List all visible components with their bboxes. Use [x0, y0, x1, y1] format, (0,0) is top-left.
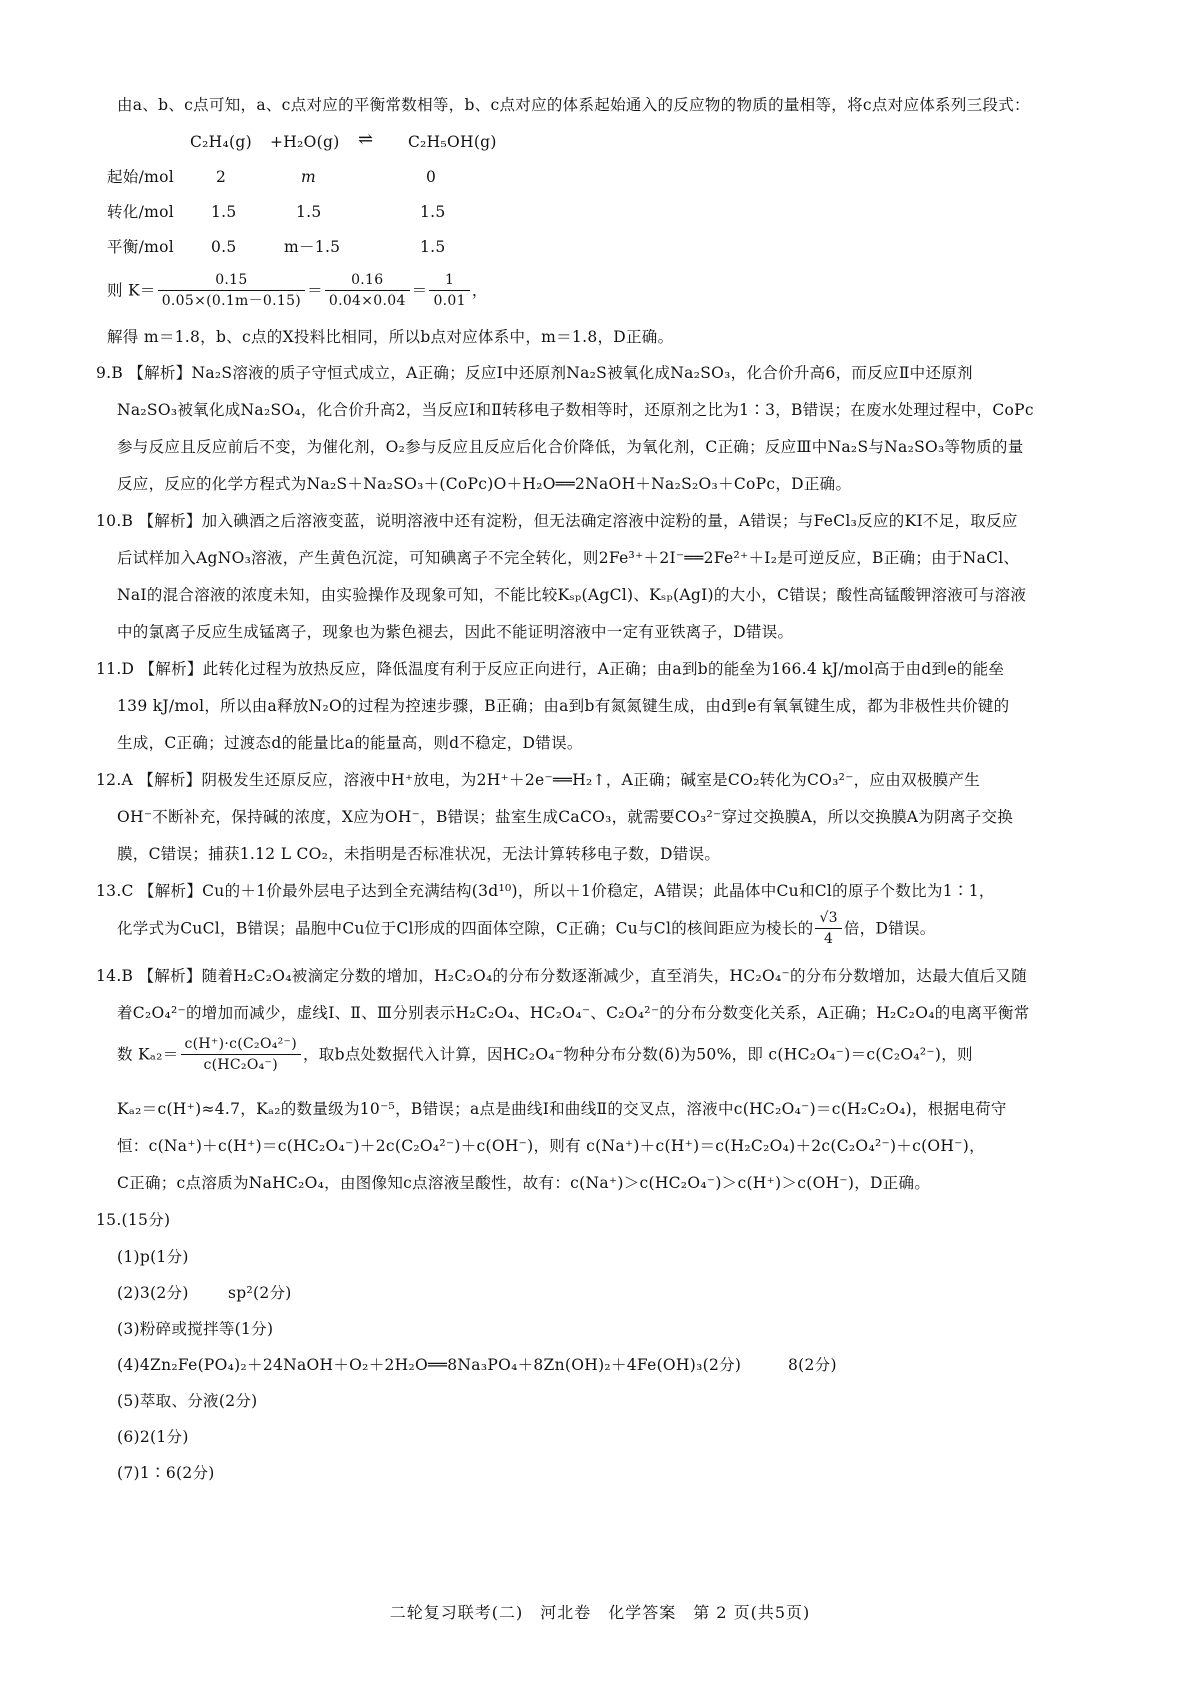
- q9-line-3: 参与反应且反应前后不变，为催化剂，O₂参与反应且反应后化合价降低，为氧化剂，C正确；反应Ⅲ中Na₂S与Na₂SO₃等物质的量: [117, 438, 1024, 456]
- q9-line-1: 9.B 【解析】Na₂S溶液的质子守恒式成立，A正确；反应Ⅰ中还原剂Na₂S被氧化成Na₂SO₃，化合价升高6，而反应Ⅱ中还原剂: [96, 364, 973, 382]
- k-f1-den: 0.05×(0.1m－0.15): [161, 293, 302, 309]
- q15-answer-1: (1)p(1分): [117, 1248, 189, 1266]
- q12-line-1: 12.A 【解析】阴极发生还原反应，溶液中H⁺放电，为2H⁺＋2e⁻══H₂↑，A正确；碱室是CO₂转化为CO₃²⁻，应由双极膜产生: [96, 771, 981, 789]
- k-f3-den: 0.01: [433, 293, 466, 309]
- q14-line-3: [117, 1034, 973, 1075]
- q15-answer-2b: sp²(2分): [228, 1284, 292, 1302]
- q12-line-3: 膜，C错误；捕获1.12 L CO₂，未指明是否标准状况，无法计算转移电子数，D错误。: [117, 845, 721, 863]
- eq-reactant-2: +H₂O(g): [270, 133, 340, 151]
- q14-line-5: 恒：c(Na⁺)＋c(H⁺)＝c(HC₂O₄⁻)＋2c(C₂O₄²⁻)＋c(OH⁻)，则有 c(Na⁺)＋c(H⁺)＝c(H₂C₂O₄)＋2c(C₂O₄²⁻)＋c(OH⁻)，: [117, 1137, 985, 1155]
- k-fraction-1: [158, 270, 305, 311]
- row-change-v3: 1.5: [420, 203, 446, 221]
- q14-ka2-fraction: [181, 1034, 302, 1075]
- q13-line-2-tail: 倍，D错误。: [843, 919, 936, 938]
- q14-line-4: Kₐ₂＝c(H⁺)≈4.7，Kₐ₂的数量级为10⁻⁵，B错误；a点是曲线Ⅰ和曲线Ⅱ的交叉点，溶液中c(HC₂O₄⁻)＝c(H₂C₂O₄)，根据电荷守: [117, 1100, 1007, 1118]
- k-f1-num: 0.15: [158, 270, 305, 291]
- row-change-v2: 1.5: [296, 203, 322, 221]
- q15-answer-3: (3)粉碎或搅拌等(1分): [117, 1320, 274, 1338]
- q13-frac-den: 4: [824, 931, 834, 947]
- q10-line-1: 10.B 【解析】加入碘酒之后溶液变蓝，说明溶液中还有淀粉，但无法确定溶液中淀粉的量，A错误；与FeCl₃反应的KI不足，取反应: [96, 512, 1018, 530]
- row-change-v1: 1.5: [211, 203, 237, 221]
- q9-line-2: Na₂SO₃被氧化成Na₂SO₄，化合价升高2，当反应Ⅰ和Ⅱ转移电子数相等时，还原剂之比为1∶3，B错误；在废水处理过程中，CoPc: [117, 401, 1034, 419]
- q13-line-1: 13.C 【解析】Cu的＋1价最外层电子达到全充满结构(3d¹⁰)，所以＋1价稳定，A错误；此晶体中Cu和Cl的原子个数比为1∶1，: [96, 882, 995, 900]
- k-suffix: ，: [471, 281, 488, 300]
- k-eq-1: ＝: [307, 281, 323, 300]
- q14-ka2-den: c(HC₂O₄⁻): [203, 1057, 278, 1073]
- eq-reactant-1: C₂H₄(g): [190, 133, 252, 151]
- row-eq-label: 平衡/mol: [107, 238, 175, 256]
- q14-line-3-tail: ，取b点处数据代入计算，因HC₂O₄⁻物种分布分数(δ)为50%，即 c(HC₂O₄⁻)＝c(C₂O₄²⁻)，则: [303, 1045, 973, 1064]
- q11-line-1: 11.D 【解析】此转化过程为放热反应，降低温度有利于反应正向进行，A正确；由a到b的能垒为166.4 kJ/mol高于由d到e的能垒: [96, 660, 1005, 678]
- q9-line-4: 反应，反应的化学方程式为Na₂S＋Na₂SO₃＋(CoPc)O＋H₂O══2NaOH＋Na₂S₂O₃＋CoPc，D正确。: [117, 475, 852, 493]
- k-fraction-2: [325, 270, 410, 311]
- q13-line-2: [117, 908, 936, 949]
- q10-line-4: 中的氯离子反应生成锰离子，现象也为紫色褪去，因此不能证明溶液中一定有亚铁离子，D错误。: [117, 623, 794, 641]
- eq-product: C₂H₅OH(g): [408, 133, 497, 151]
- k-f2-den: 0.04×0.04: [328, 293, 406, 309]
- row-start-v3: 0: [426, 168, 437, 186]
- intro-text: 由a、b、c点可知，a、c点对应的平衡常数相等，b、c点对应的体系起始通入的反应物的物质的量相等，将c点对应体系列三段式：: [117, 96, 1030, 114]
- k-eq-2: ＝: [411, 281, 428, 300]
- q10-line-3: NaI的混合溶液的浓度未知，由实验操作及现象可知，不能比较Kₛₚ(AgCl)、Kₛₚ(AgI)的大小，C错误；酸性高锰酸钾溶液可与溶液: [117, 586, 1027, 604]
- q14-ka2-label: 数 Kₐ₂＝: [117, 1045, 179, 1064]
- row-eq-v2: m－1.5: [284, 238, 341, 256]
- q15-answer-4b: 8(2分): [788, 1356, 837, 1374]
- q15-answer-6: (6)2(1分): [117, 1428, 189, 1446]
- q14-ka2-num: c(H⁺)·c(C₂O₄²⁻): [181, 1034, 302, 1055]
- q14-line-2: 着C₂O₄²⁻的增加而减少，虚线Ⅰ、Ⅱ、Ⅲ分别表示H₂C₂O₄、HC₂O₄⁻、C₂O₄²⁻的分布分数变化关系，A正确；H₂C₂O₄的电离平衡常: [117, 1004, 1030, 1022]
- q15-answer-7: (7)1∶6(2分): [117, 1464, 215, 1482]
- k-f2-num: 0.16: [325, 270, 410, 291]
- q15-answer-5: (5)萃取、分液(2分): [117, 1392, 258, 1410]
- q10-line-2: 后试样加入AgNO₃溶液，产生黄色沉淀，可知碘离子不完全转化，则2Fe³⁺＋2I⁻══2Fe²⁺＋I₂是可逆反应，B正确；由于NaCl、: [117, 549, 1020, 567]
- row-eq-v3: 1.5: [420, 238, 446, 256]
- row-eq-v1: 0.5: [211, 238, 237, 256]
- k-expression: [107, 270, 488, 311]
- q15-title: 15.(15分): [96, 1211, 171, 1229]
- q11-line-3: 生成，C正确；过渡态d的能量比a的能量高，则d不稳定，D错误。: [117, 734, 583, 752]
- q11-line-2: 139 kJ/mol，所以由a释放N₂O的过程为控速步骤，B正确；由a到b有氮氮键生成，由d到e有氧氧键生成，都为非极性共价键的: [117, 697, 1010, 715]
- k-fraction-3: [429, 270, 469, 311]
- q15-answer-4: (4)4Zn₂Fe(PO₄)₂＋24NaOH＋O₂＋2H₂O══8Na₃PO₄＋8Zn(OH)₂＋4Fe(OH)₃(2分): [117, 1356, 742, 1374]
- row-start-v2: m: [301, 168, 316, 186]
- row-change-label: 转化/mol: [107, 203, 175, 221]
- k-prefix: 则 K＝: [107, 281, 156, 300]
- page-footer: 二轮复习联考(二) 河北卷 化学答案 第 2 页(共5页): [389, 1603, 811, 1622]
- q15-answer-2: (2)3(2分): [117, 1284, 189, 1302]
- row-start-label: 起始/mol: [107, 168, 175, 186]
- q13-line-2-text: 化学式为CuCl，B错误；晶胞中Cu位于Cl形成的四面体空隙，C正确；Cu与Cl的核间距应为棱长的: [117, 919, 814, 938]
- eq-equilibrium-arrow: ⇌: [358, 129, 374, 150]
- q14-line-1: 14.B 【解析】随着H₂C₂O₄被滴定分数的增加，H₂C₂O₄的分布分数逐渐减少，直至消失，HC₂O₄⁻的分布分数增加，达最大值后又随: [96, 967, 1028, 985]
- q13-frac-num: √3: [815, 908, 841, 929]
- q13-sqrt3-over-4: [815, 908, 841, 949]
- k-f3-num: 1: [429, 270, 469, 291]
- row-start-v1: 2: [216, 168, 227, 186]
- q12-line-2: OH⁻不断补充，保持碱的浓度，X应为OH⁻，B错误；盐室生成CaCO₃，就需要CO₃²⁻穿过交换膜A，所以交换膜A为阴离子交换: [117, 808, 1014, 826]
- q14-line-6: C正确；c点溶质为NaHC₂O₄，由图像知c点溶液呈酸性，故有：c(Na⁺)＞c(HC₂O₄⁻)＞c(H⁺)＞c(OH⁻)，D正确。: [117, 1174, 931, 1192]
- solve-text: 解得 m＝1.8，b、c点的X投料比相同，所以b点对应体系中，m＝1.8，D正确。: [107, 328, 674, 346]
